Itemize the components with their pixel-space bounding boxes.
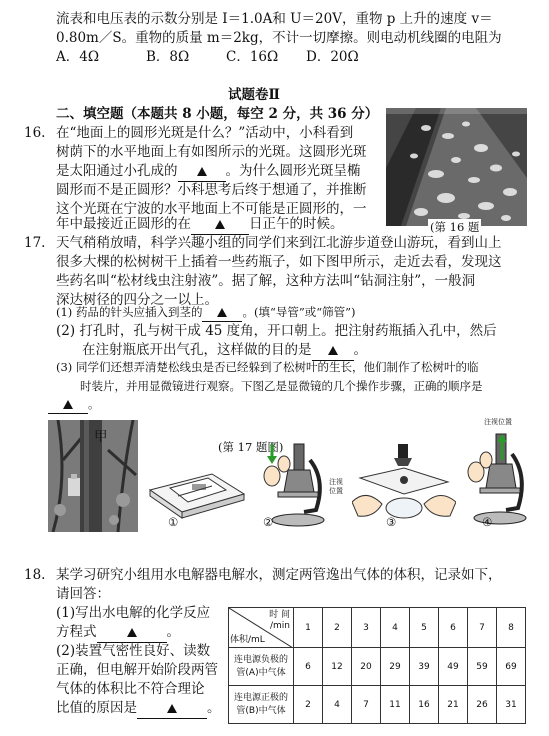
q17-line-4: 深达树径的四分之一以上。 xyxy=(56,292,218,308)
row-label-line-1: 连电源正极的 xyxy=(233,692,288,703)
q17-answer-blank-3[interactable] xyxy=(48,396,88,414)
q16-answer-blank-2[interactable] xyxy=(191,215,249,235)
column-header: 4 xyxy=(381,608,410,648)
microscope-step-3 xyxy=(352,444,456,532)
option-d: D．20Ω xyxy=(306,49,359,65)
top-line-1: 流表和电压表的示数分别是 I＝1.0A和 U＝20V，重物 p 上升的速度 v＝ xyxy=(56,11,493,27)
q18-sub-2b: 正确，但电解开始阶段两管 xyxy=(56,662,218,678)
q16-line-5: 这个光斑在宁波的水平地面上不可能是正圆形的，一 xyxy=(56,201,367,217)
q18-sub-1a: (1)写出水电解的化学反应 xyxy=(56,605,211,621)
row-label-line-2: 管(A)中气体 xyxy=(236,667,286,678)
column-header: 3 xyxy=(352,608,381,648)
table-cell: 12 xyxy=(323,648,352,686)
q17-line-3: 些药名叫“松材线虫注射液”。据了解，这种方法叫“钻洞注射”，一般洞 xyxy=(56,273,476,289)
q17-sub-3c: 。 xyxy=(88,397,100,411)
q17-sub-2c: 。 xyxy=(353,342,367,358)
q16-line-6 xyxy=(56,215,344,235)
q17-sub-2a: (2) 打孔时，孔与树干成 45 度角，开口朝上。把注射药瓶插入孔中，然后 xyxy=(56,323,497,339)
q16-line-6a: 年中最接近正圆形的在 xyxy=(56,216,191,232)
position-label-1: 注视位置 xyxy=(329,478,343,495)
q18-number: 18. xyxy=(24,567,46,583)
triangle-icon xyxy=(217,308,227,317)
microscope-step-4 xyxy=(462,420,536,530)
header-unit: /min xyxy=(269,621,290,631)
q17-number: 17. xyxy=(24,235,46,251)
section-title: 试题卷Ⅱ xyxy=(228,87,280,103)
q17-sub-1 xyxy=(56,304,355,322)
table-cell: 11 xyxy=(381,686,410,724)
q17-sub-3b: 时装片，并用显微镜进行观察。下图乙是显微镜的几个操作步骤，正确的顺序是 xyxy=(80,379,483,393)
row-label-line-1: 连电源负极的 xyxy=(233,654,288,665)
q18-sub-1c: 。 xyxy=(166,624,180,640)
row-label-line-2: 管(B)中气体 xyxy=(236,705,286,716)
q16-line-3a: 是太阳通过小孔成的 xyxy=(56,163,178,179)
table-corner-header xyxy=(229,608,294,648)
option-a: A．4Ω xyxy=(56,49,100,65)
triangle-icon xyxy=(127,628,137,637)
q16-line-1: 在“地面上的圆形光斑是什么？”活动中，小科看到 xyxy=(56,125,354,141)
q18-line-2: 请回答： xyxy=(56,586,110,602)
q18-sub-2c: 气体的体积比不符合理论 xyxy=(56,681,205,697)
tree-photo xyxy=(48,420,138,532)
table-cell: 29 xyxy=(381,648,410,686)
column-header: 7 xyxy=(468,608,497,648)
q16-line-4: 圆形而不是正圆形？小科思考后终于想通了，并推断 xyxy=(56,182,367,198)
table-cell: 6 xyxy=(294,648,323,686)
q16-line-3b: 。为什么圆形光斑呈椭 xyxy=(225,163,361,179)
step-label-3: ③ xyxy=(386,515,397,529)
q16-line-6b: 日正午的时候。 xyxy=(249,216,344,232)
row-label-b xyxy=(229,686,294,724)
triangle-icon xyxy=(63,400,73,409)
option-c: C．16Ω xyxy=(226,49,279,65)
q18-sub-2d: 比值的原因是 xyxy=(56,700,137,716)
triangle-icon xyxy=(215,220,225,229)
option-b: B．8Ω xyxy=(146,49,190,65)
q18-answer-blank-2[interactable] xyxy=(137,699,207,719)
column-header: 5 xyxy=(410,608,439,648)
q17-answer-blank-2[interactable] xyxy=(312,341,354,361)
q17-figure-caption: (第 17 题图) xyxy=(218,440,284,454)
figure-label-jia: 甲 xyxy=(94,429,108,445)
q18-sub-1b: 方程式 xyxy=(56,624,97,640)
q16-line-3 xyxy=(56,162,361,182)
table-cell: 2 xyxy=(294,686,323,724)
q16-number: 16. xyxy=(24,125,46,141)
column-header: 8 xyxy=(497,608,526,648)
step-label-4: ④ xyxy=(482,515,493,529)
q18-answer-blank-1[interactable] xyxy=(97,623,167,643)
q17-sub-3-answer xyxy=(48,396,100,414)
triangle-icon xyxy=(328,346,338,355)
position-label-2: 注视位置 xyxy=(484,418,512,426)
header-time: 时 间 xyxy=(269,610,290,620)
column-header: 1 xyxy=(294,608,323,648)
electrolysis-table xyxy=(228,607,526,724)
microscope-step-1 xyxy=(142,458,252,530)
table-cell: 16 xyxy=(410,686,439,724)
top-line-2: 0.80m／S。重物的质量 m＝2kg，不计一切摩擦。则电动机线圈的电阻为 xyxy=(56,30,502,46)
table-cell: 59 xyxy=(468,648,497,686)
q18-sub-2a: (2)装置气密性良好、读数 xyxy=(56,643,211,659)
table-cell: 26 xyxy=(468,686,497,724)
table-row xyxy=(229,648,526,686)
step-label-2: ② xyxy=(263,515,274,529)
q17-sub-2 xyxy=(82,341,367,361)
table-cell: 69 xyxy=(497,648,526,686)
section-heading: 二、填空题（本题共 8 小题，每空 2 分，共 36 分） xyxy=(56,106,379,122)
q18-sub-2e: 。 xyxy=(207,700,221,716)
q18-line-1: 某学习研究小组用水电解器电解水，测定两管逸出气体的体积，记录如下， xyxy=(56,567,502,583)
q17-sub-1b: 。(填“导管”或“筛管”) xyxy=(242,305,356,319)
triangle-icon xyxy=(197,167,207,176)
q16-answer-blank-1[interactable] xyxy=(178,162,226,182)
triangle-icon xyxy=(167,704,177,713)
column-header: 6 xyxy=(439,608,468,648)
table-cell: 49 xyxy=(439,648,468,686)
table-cell: 39 xyxy=(410,648,439,686)
q16-figure-caption: (第 16 题 xyxy=(430,220,480,234)
step-label-1: ① xyxy=(168,515,179,529)
table-cell: 4 xyxy=(323,686,352,724)
q17-line-2: 很多大棵的松树树干上插着一些药瓶子，如下图甲所示，走近去看，发现这 xyxy=(56,254,502,270)
q17-sub-3a: (3) 同学们还想弄清楚松线虫是否已经躲到了松树叶的生长，他们制作了松树叶的临 xyxy=(56,360,479,374)
table-cell: 31 xyxy=(497,686,526,724)
table-row xyxy=(229,686,526,724)
q17-answer-blank-1[interactable] xyxy=(202,304,242,322)
q16-line-2: 树荫下的水平地面上有如图所示的光斑。这圆形光斑 xyxy=(56,144,367,160)
q18-sub-1 xyxy=(56,623,180,643)
table-cell: 21 xyxy=(439,686,468,724)
q17-sub-1a: (1) 药品的针头应插入到茎的 xyxy=(56,305,203,319)
table-cell: 7 xyxy=(352,686,381,724)
header-volume: 体积/mL xyxy=(230,635,265,645)
row-label-a xyxy=(229,648,294,686)
column-header: 2 xyxy=(323,608,352,648)
table-cell: 20 xyxy=(352,648,381,686)
q17-sub-2b: 在注射瓶底开出气孔，这样做的目的是 xyxy=(82,342,312,358)
q17-line-1: 天气稍稍放晴，科学兴趣小组的同学们来到江北游步道登山游玩，看到山上 xyxy=(56,235,502,251)
light-spots-photo xyxy=(386,108,527,226)
q18-sub-2 xyxy=(56,699,221,719)
